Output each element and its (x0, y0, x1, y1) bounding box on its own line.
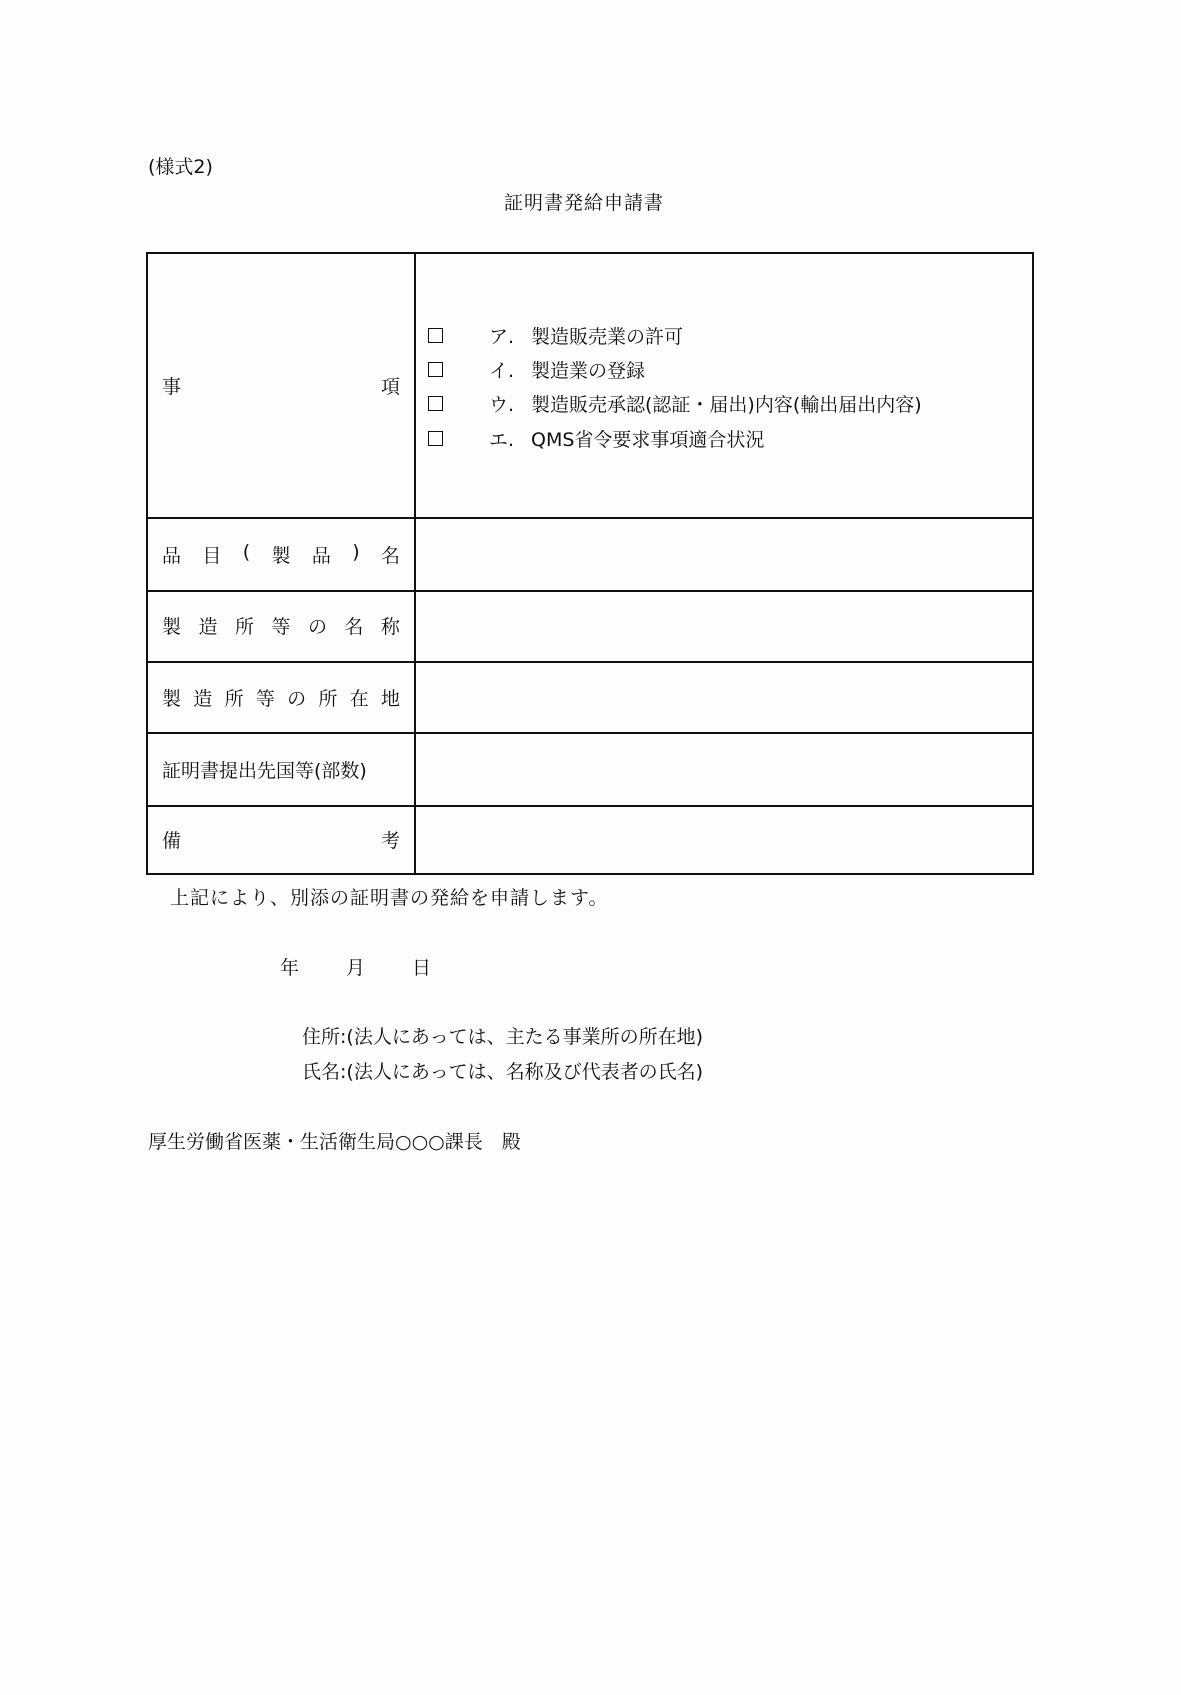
option-label: 製造業の登録 (531, 360, 646, 382)
label-remarks (162, 826, 400, 853)
label-destination-country (162, 756, 400, 783)
option-u[interactable] (428, 390, 922, 417)
facility-address-field[interactable] (418, 664, 1030, 730)
checkbox-u[interactable] (428, 396, 443, 411)
label-product-name (162, 541, 400, 568)
label-char: 称 (380, 616, 400, 638)
date-day: 日 (412, 957, 432, 979)
label-char: 等 (271, 616, 291, 638)
label-char: の (287, 688, 307, 710)
row-divider (148, 517, 1032, 519)
label-facility-address (162, 684, 400, 711)
option-label: 製造販売業の許可 (531, 326, 684, 348)
label-char: 造 (193, 688, 213, 710)
label-char: 製 (162, 688, 182, 710)
date-month: 月 (346, 957, 366, 979)
label-char: 在 (349, 688, 369, 710)
row-divider (148, 661, 1032, 663)
row-divider (148, 805, 1032, 807)
destination-country-field[interactable] (418, 735, 1030, 803)
label-char: 所 (318, 688, 338, 710)
label-char: 製 (271, 545, 291, 567)
row-divider (148, 732, 1032, 734)
option-i[interactable] (428, 356, 645, 383)
label-char: 所 (224, 688, 244, 710)
form-code: (様式2) (148, 156, 213, 178)
label-char: 製 (162, 616, 182, 638)
label-char: の (307, 616, 327, 638)
application-statement: 上記により、別添の証明書の発給を申請します。 (170, 887, 609, 909)
label-char: 造 (198, 616, 218, 638)
label-char: 品 (311, 545, 331, 567)
label-text: 証明書提出先国等(部数) (162, 760, 367, 782)
row-divider (148, 590, 1032, 592)
label-char: 考 (380, 830, 400, 852)
document-title: 証明書発給申請書 (504, 192, 665, 214)
checkbox-i[interactable] (428, 362, 443, 377)
product-name-field[interactable] (418, 520, 1030, 588)
label-char: 等 (255, 688, 275, 710)
option-label: QMS省令要求事項適合状況 (531, 429, 765, 451)
label-char: 項 (380, 376, 400, 398)
application-table (146, 252, 1034, 875)
option-key: エ. (489, 429, 515, 451)
applicant-name: 氏名:(法人にあっては、名称及び代表者の氏名) (302, 1061, 704, 1083)
label-char: 地 (380, 688, 400, 710)
option-a[interactable] (428, 322, 683, 349)
label-char: 所 (234, 616, 254, 638)
label-char: ) (352, 541, 360, 563)
applicant-address: 住所:(法人にあっては、主たる事業所の所在地) (302, 1026, 704, 1048)
option-e[interactable] (428, 425, 764, 452)
checkbox-a[interactable] (428, 328, 443, 343)
option-key: ウ. (489, 394, 515, 416)
label-matter (162, 372, 400, 399)
label-char: 備 (162, 830, 182, 852)
label-char: 名 (380, 545, 400, 567)
column-divider (414, 254, 416, 873)
label-char: 目 (202, 545, 222, 567)
addressee: 厚生労働省医薬・生活衛生局○○○課長 殿 (148, 1131, 521, 1153)
facility-name-field[interactable] (418, 593, 1030, 659)
label-char: 事 (162, 376, 182, 398)
label-char: 品 (162, 545, 182, 567)
option-key: イ. (489, 360, 515, 382)
label-char: 名 (344, 616, 364, 638)
label-facility-name (162, 612, 400, 639)
option-key: ア. (489, 326, 515, 348)
date-year: 年 (280, 957, 300, 979)
remarks-field[interactable] (418, 808, 1030, 873)
checkbox-e[interactable] (428, 431, 443, 446)
option-label: 製造販売承認(認証・届出)内容(輸出届出内容) (531, 394, 922, 416)
label-char: ( (242, 541, 251, 563)
